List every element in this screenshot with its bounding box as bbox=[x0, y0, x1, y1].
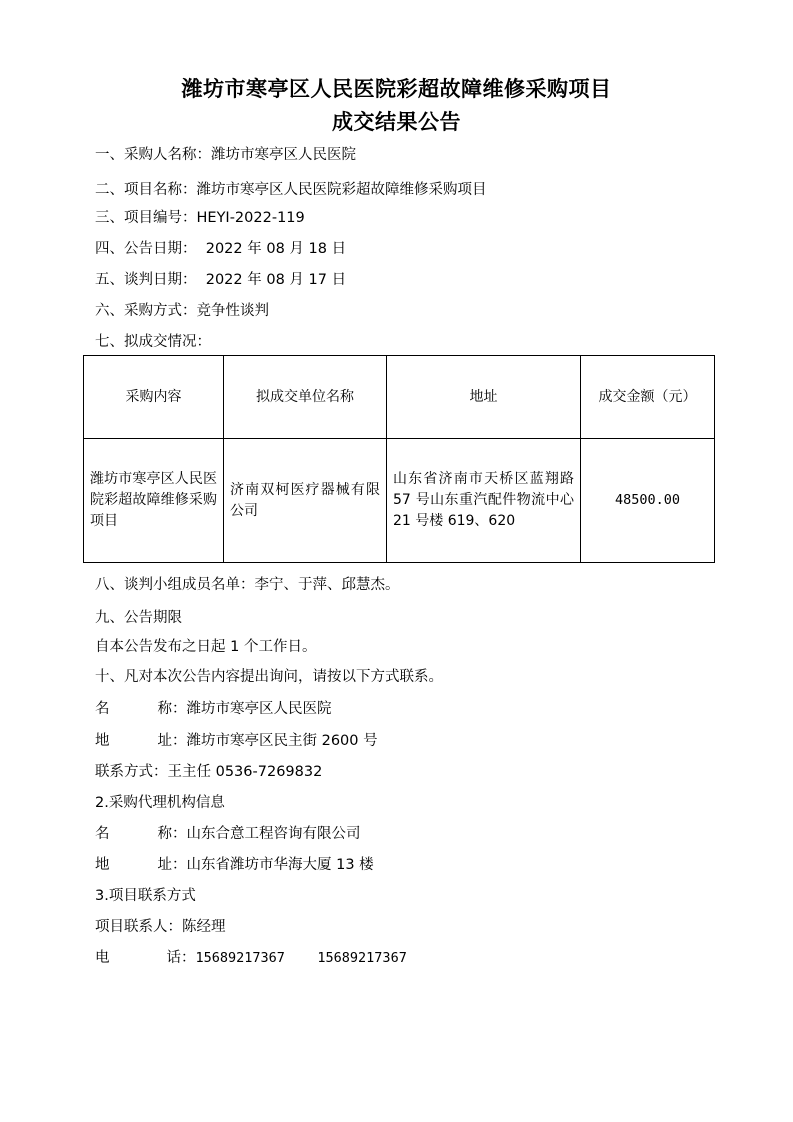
deal-table bbox=[83, 355, 715, 563]
purchaser-name-line bbox=[95, 697, 332, 718]
purchaser-addr: 潍坊市寒亭区民主街 2600 号 bbox=[186, 733, 378, 749]
agency-addr-line bbox=[95, 853, 374, 874]
members-line: 八、谈判小组成员名单：李宁、于萍、邱慧杰。 bbox=[95, 577, 400, 593]
phone-numbers: 15689217367 15689217367 bbox=[195, 950, 407, 966]
contact-heading: 十、凡对本次公告内容提出询问，请按以下方式联系。 bbox=[95, 669, 443, 685]
agency-heading: 2.采购代理机构信息 bbox=[95, 795, 225, 811]
project-contact-heading: 3.项目联系方式 bbox=[95, 888, 196, 904]
period-heading: 九、公告期限 bbox=[95, 610, 182, 626]
cell-address: 山东省济南市天桥区蓝翔路 57 号山东重汽配件物流中心 21 号楼 619、620 bbox=[387, 439, 581, 563]
period-text: 自本公告发布之日起 1 个工作日。 bbox=[95, 639, 317, 655]
agency-name: 山东合意工程咨询有限公司 bbox=[186, 826, 361, 842]
project-contact-person: 项目联系人：陈经理 bbox=[95, 919, 226, 935]
cell-amount: 48500.00 bbox=[581, 439, 715, 563]
header-content: 采购内容 bbox=[84, 356, 224, 439]
agency-addr-label-a: 地 bbox=[95, 857, 110, 873]
header-supplier: 拟成交单位名称 bbox=[224, 356, 387, 439]
header-amount: 成交金额（元） bbox=[581, 356, 715, 439]
agency-name-line bbox=[95, 822, 361, 843]
project-no-line: 三、项目编号：HEYI-2022-119 bbox=[95, 210, 305, 226]
table-row bbox=[84, 439, 715, 563]
project-contact-phone-line bbox=[95, 946, 407, 967]
purchaser-line: 一、采购人名称：潍坊市寒亭区人民医院 bbox=[95, 147, 356, 163]
announce-date-line: 四、公告日期： 2022 年 08 月 18 日 bbox=[95, 241, 347, 257]
purchaser-name: 潍坊市寒亭区人民医院 bbox=[186, 701, 332, 717]
project-name-line: 二、项目名称：潍坊市寒亭区人民医院彩超故障维修采购项目 bbox=[95, 182, 487, 198]
page-subtitle: 成交结果公告 bbox=[332, 109, 461, 134]
addr-label-b: 址： bbox=[157, 733, 187, 749]
purchaser-addr-line bbox=[95, 729, 378, 750]
addr-label-a: 地 bbox=[95, 733, 110, 749]
method-line: 六、采购方式：竞争性谈判 bbox=[95, 303, 269, 319]
name-label-a: 名 bbox=[95, 701, 110, 717]
header-address: 地址 bbox=[387, 356, 581, 439]
agency-addr: 山东省潍坊市华海大厦 13 楼 bbox=[186, 857, 374, 873]
phone-label-b: 话： bbox=[166, 950, 196, 966]
page-title: 潍坊市寒亭区人民医院彩超故障维修采购项目 bbox=[181, 76, 612, 101]
purchaser-contact-line: 联系方式：王主任 0536-7269832 bbox=[95, 764, 323, 780]
cell-supplier: 济南双柯医疗器械有限公司 bbox=[224, 439, 387, 563]
negotiate-date-line: 五、谈判日期： 2022 年 08 月 17 日 bbox=[95, 272, 347, 288]
agency-addr-label-b: 址： bbox=[157, 857, 187, 873]
deal-heading: 七、拟成交情况： bbox=[95, 334, 211, 350]
cell-content: 潍坊市寒亭区人民医院彩超故障维修采购项目 bbox=[84, 439, 224, 563]
agency-name-label-b: 称： bbox=[157, 826, 187, 842]
agency-name-label-a: 名 bbox=[95, 826, 110, 842]
name-label-b: 称： bbox=[157, 701, 187, 717]
phone-label-a: 电 bbox=[95, 950, 110, 966]
table-header-row bbox=[84, 356, 715, 439]
